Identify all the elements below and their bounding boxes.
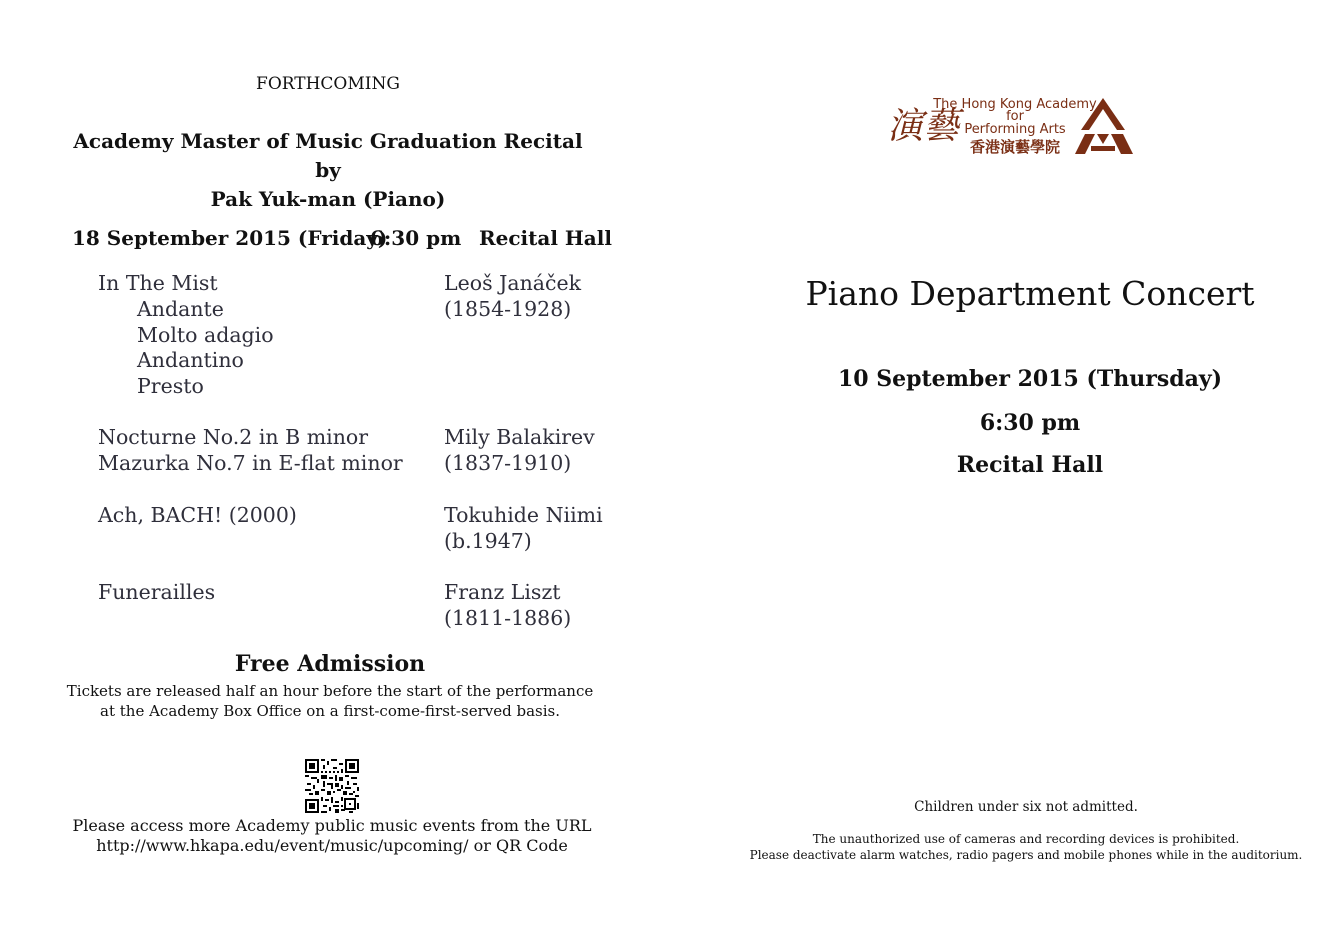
composer-years: (1854-1928) [444, 296, 572, 321]
free-admission-heading: Free Admission [234, 651, 426, 677]
recital-time: 6:30 pm [370, 226, 462, 250]
composer-name: Mily Balakirev [444, 425, 595, 449]
programme-work-2 [98, 425, 403, 477]
logo-chinese-mark: 演藝 [887, 106, 960, 147]
recital-venue: Recital Hall [479, 226, 612, 250]
ticket-info-line: Tickets are released half an hour before the start of the performance [66, 682, 594, 700]
auditorium-notice [740, 831, 1312, 863]
qr-code[interactable] [305, 759, 359, 813]
movement: Andantino [137, 348, 244, 373]
programme-composer-4 [444, 580, 571, 632]
programme-work-4 [98, 580, 215, 606]
notice-line: Please deactivate alarm watches, radio pagers and mobile phones while in the auditorium. [749, 848, 1303, 862]
logo-line-2: for [1006, 109, 1024, 124]
work-title: Ach, BACH! (2000) [98, 503, 297, 527]
logo-line-1: The Hong Kong Academy [933, 97, 1097, 112]
concert-venue: Recital Hall [956, 452, 1104, 478]
recital-date: 18 September 2015 (Friday) [72, 226, 388, 250]
recital-by: by [315, 158, 341, 182]
recital-title: Academy Master of Music Graduation Recital [73, 129, 583, 153]
programme-work-1 [98, 271, 274, 400]
programme-work-3 [98, 503, 297, 529]
work-title: Funerailles [98, 580, 216, 604]
composer-name: Franz Liszt [444, 580, 561, 604]
composer-years: (1837-1910) [444, 450, 572, 475]
logo-line-3: Performing Arts [964, 122, 1066, 137]
logo-chinese-name: 香港演藝學院 [969, 138, 1061, 156]
access-info [60, 816, 604, 856]
recital-performer: Pak Yuk-man (Piano) [210, 187, 446, 211]
programme-composer-2 [444, 425, 595, 477]
access-url[interactable]: http://www.hkapa.edu/event/music/upcoming/ or QR Code [96, 836, 568, 855]
work-title: Nocturne No.2 in B minor [98, 425, 369, 449]
composer-years: (1811-1886) [444, 605, 572, 630]
work-title: In The Mist [98, 271, 218, 295]
concert-time: 6:30 pm [979, 410, 1081, 436]
movement: Presto [137, 374, 204, 399]
programme-composer-1 [444, 271, 581, 323]
concert-title: Piano Department Concert [805, 274, 1255, 313]
movement: Molto adagio [137, 322, 274, 347]
notice-line: The unauthorized use of cameras and recording devices is prohibited. [812, 832, 1240, 846]
recital-title-block [60, 127, 596, 214]
forthcoming-label: FORTHCOMING [256, 74, 400, 94]
ticket-info-line: at the Academy Box Office on a first-come-first-served basis. [100, 702, 560, 720]
concert-date: 10 September 2015 (Thursday) [837, 366, 1223, 392]
composer-name: Leoš Janáček [444, 271, 582, 295]
composer-name: Tokuhide Niimi [444, 503, 603, 527]
access-info-line: Please access more Academy public music events from the URL [72, 816, 592, 835]
work-title: Mazurka No.7 in E-flat minor [98, 450, 403, 475]
children-note: Children under six not admitted. [914, 799, 1138, 815]
composer-years: (b.1947) [444, 528, 532, 553]
hkapa-logo [885, 94, 1145, 160]
movement: Andante [137, 296, 224, 321]
ticket-info [60, 681, 600, 721]
programme-composer-3 [444, 503, 603, 555]
